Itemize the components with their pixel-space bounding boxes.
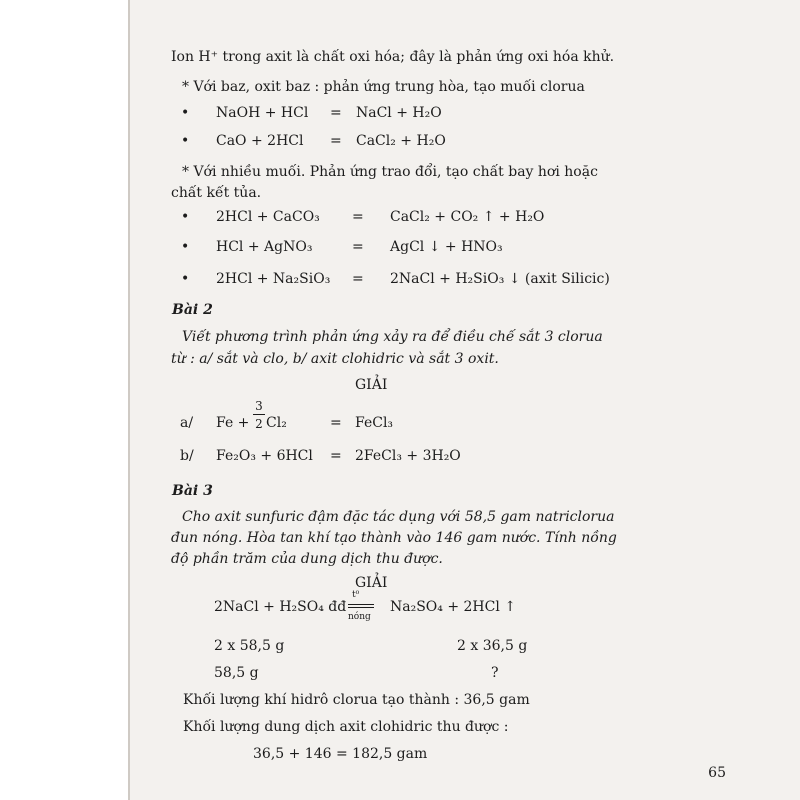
exercise-3-question-line-1: Cho axit sunfuric đậm đặc tác dụng với 58,5 gam natriclorua bbox=[182, 509, 615, 525]
equals-sign: = bbox=[352, 271, 364, 287]
exercise-2-question-line-1: Viết phương trình phản ứng xảy ra để điều chế sắt 3 clorua bbox=[182, 329, 603, 345]
exercise-3-question-line-2: đun nóng. Hòa tan khí tạo thành vào 146 gam nước. Tính nồng bbox=[171, 530, 617, 546]
part-a-right: FeCl₃ bbox=[355, 415, 394, 431]
fraction-denominator: 2 bbox=[255, 417, 263, 431]
bullet: • bbox=[181, 105, 190, 121]
exercise-3-title: Bài 3 bbox=[172, 483, 213, 499]
page-number: 65 bbox=[708, 765, 726, 781]
part-b-left: Fe₂O₃ + 6HCl bbox=[216, 448, 313, 464]
equals-sign: = bbox=[352, 209, 364, 225]
reaction-right: AgCl ↓ + HNO₃ bbox=[390, 239, 503, 255]
bullet: • bbox=[181, 133, 190, 149]
reaction-right: NaCl + H₂O bbox=[356, 105, 442, 121]
equation-condition-top: t⁰ bbox=[352, 590, 360, 600]
reaction-left: NaOH + HCl bbox=[216, 105, 309, 121]
exercise-2-title: Bài 2 bbox=[172, 302, 213, 318]
part-a-label: a/ bbox=[180, 415, 194, 431]
fraction-bar bbox=[253, 414, 265, 415]
mass-row-2-right: ? bbox=[491, 665, 499, 681]
part-b-right: 2FeCl₃ + 3H₂O bbox=[355, 448, 461, 464]
reaction-right: 2NaCl + H₂SiO₃ ↓ (axit Silicic) bbox=[390, 271, 610, 287]
equals-sign: = bbox=[330, 448, 342, 464]
bullet: • bbox=[181, 271, 190, 287]
reaction-left: 2HCl + CaCO₃ bbox=[216, 209, 320, 225]
salts-intro-line-2: chất kết tủa. bbox=[171, 185, 262, 201]
fraction-numerator: 3 bbox=[255, 399, 263, 413]
equation-right: Na₂SO₄ + 2HCl ↑ bbox=[390, 599, 517, 615]
mass-row-1-right: 2 x 36,5 g bbox=[457, 638, 528, 654]
reaction-right: CaCl₂ + CO₂ ↑ + H₂O bbox=[390, 209, 545, 225]
equals-sign: = bbox=[352, 239, 364, 255]
equals-sign: = bbox=[330, 133, 342, 149]
reaction-right: CaCl₂ + H₂O bbox=[356, 133, 446, 149]
reaction-left: CaO + 2HCl bbox=[216, 133, 304, 149]
exercise-3-solution-heading: GIẢI bbox=[355, 575, 388, 591]
equation-arrow-line bbox=[348, 604, 374, 605]
bullet: • bbox=[181, 239, 190, 255]
part-a-left-prefix: Fe + bbox=[216, 415, 250, 431]
equation-left: 2NaCl + H₂SO₄ đđ bbox=[214, 599, 347, 615]
reaction-left: HCl + AgNO₃ bbox=[216, 239, 313, 255]
part-b-label: b/ bbox=[180, 448, 194, 464]
bullet: • bbox=[181, 209, 190, 225]
part-a-left-suffix: Cl₂ bbox=[266, 415, 287, 431]
result-line-1: Khối lượng khí hidrô clorua tạo thành : 36,5 gam bbox=[183, 692, 530, 708]
mass-row-1-left: 2 x 58,5 g bbox=[214, 638, 285, 654]
intro-line-1: Ion H⁺ trong axit là chất oxi hóa; đây là phản ứng oxi hóa khử. bbox=[171, 49, 615, 65]
result-line-2: Khối lượng dung dịch axit clohidric thu được : bbox=[183, 719, 509, 735]
intro-line-2: * Với baz, oxit baz : phản ứng trung hòa, tạo muối clorua bbox=[182, 79, 585, 95]
reaction-left: 2HCl + Na₂SiO₃ bbox=[216, 271, 331, 287]
equals-sign: = bbox=[330, 415, 342, 431]
equation-arrow-line bbox=[348, 607, 374, 608]
equals-sign: = bbox=[330, 105, 342, 121]
mass-row-2-left: 58,5 g bbox=[214, 665, 259, 681]
exercise-2-solution-heading: GIẢI bbox=[355, 377, 388, 393]
exercise-3-question-line-3: độ phần trăm của dung dịch thu được. bbox=[171, 551, 443, 567]
exercise-2-question-line-2: từ : a/ sắt và clo, b/ axit clohidric và sắt 3 oxit. bbox=[171, 351, 499, 367]
result-line-3: 36,5 + 146 = 182,5 gam bbox=[253, 746, 428, 762]
equation-condition-bottom: nóng bbox=[348, 612, 371, 622]
salts-intro-line-1: * Với nhiều muối. Phản ứng trao đổi, tạo chất bay hơi hoặc bbox=[182, 164, 598, 180]
